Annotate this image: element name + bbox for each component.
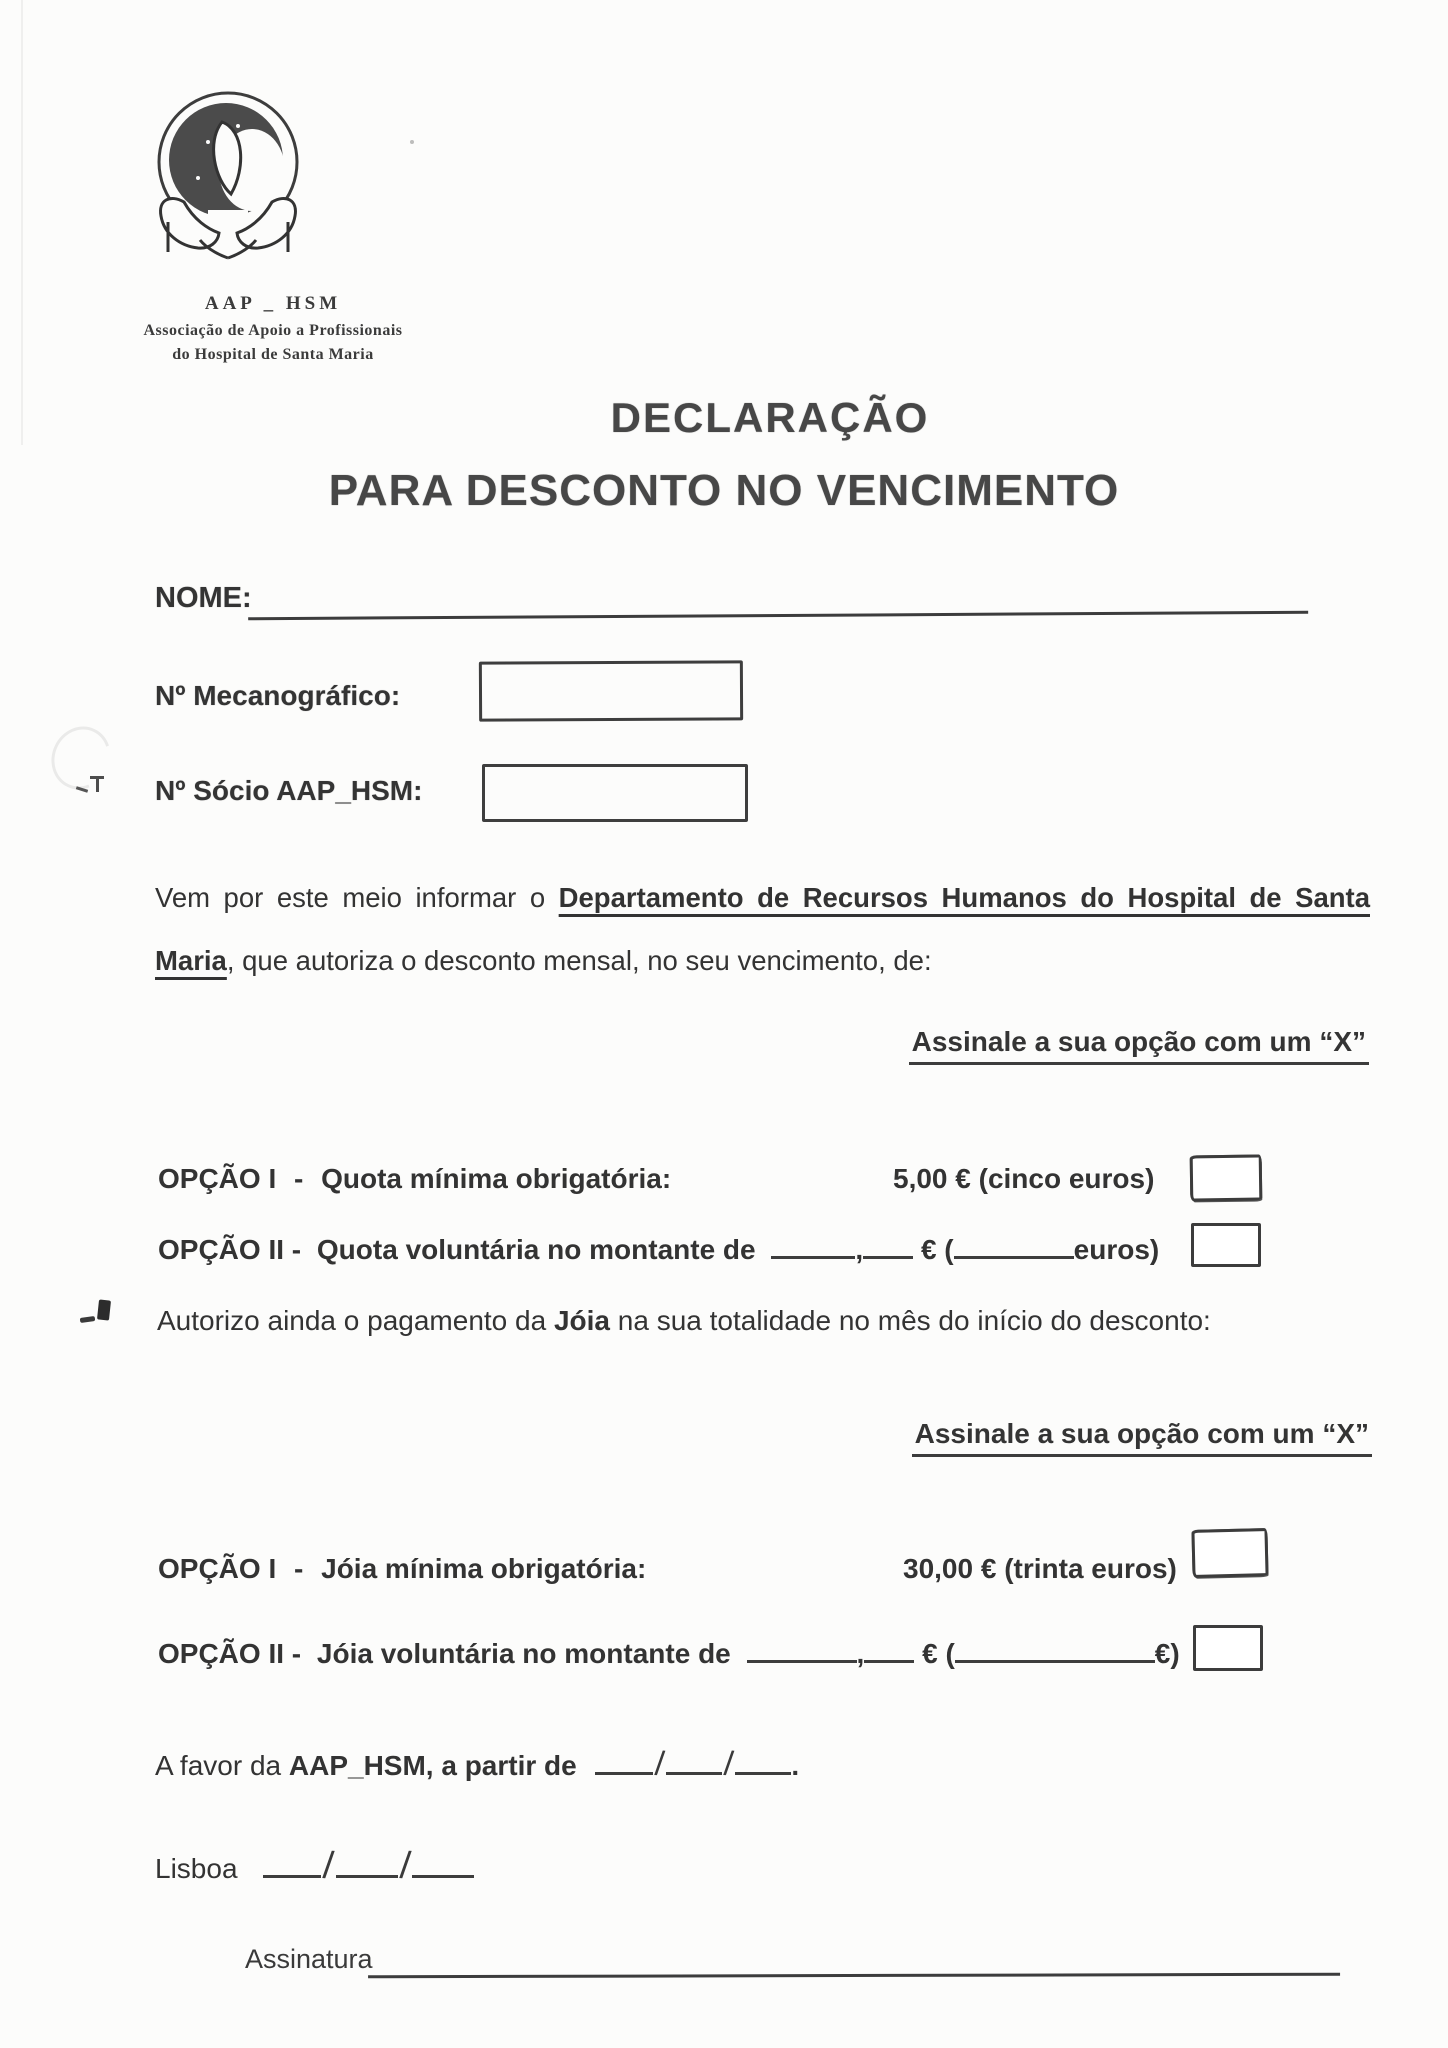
mark-instruction-1: Assinale a sua opção com um “X” [909,1026,1369,1065]
signature-line[interactable] [368,1921,1340,1979]
city-label: Lisboa [155,1853,238,1884]
intro-paragraph [155,866,1370,992]
joia-words-blank[interactable] [955,1656,1155,1663]
joia-decimal-comma: , [856,1638,865,1669]
org-name-line1: Associação de Apoio a Profissionais [143,321,403,339]
intro-line1-pre: Vem por este meio informar o [155,882,559,913]
city-date-day-blank[interactable] [263,1871,321,1878]
joia-option2-checkbox[interactable] [1193,1625,1263,1671]
start-date-day-blank[interactable] [595,1768,653,1775]
quota-option1-dash: - [294,1163,304,1194]
favor-post: , a partir de [425,1750,577,1781]
date-slash: / [722,1744,735,1784]
scan-artifact [21,0,23,445]
quota-option2-text: Quota voluntária no montante de [316,1234,756,1265]
scan-artifact [90,776,104,779]
joia-sentence-emphasis: Jóia [553,1305,610,1336]
city-date-row [155,1845,474,1888]
joia-cents-blank[interactable] [864,1656,914,1663]
org-acronym: AAP _ HSM [204,293,342,314]
scan-artifact [410,140,414,144]
intro-line1 [155,866,1370,929]
document-subtitle: PARA DESCONTO NO VENCIMENTO [328,466,1120,515]
joia-option1-checkbox[interactable] [1191,1528,1268,1578]
name-fill-line[interactable] [248,557,1308,620]
joia-sentence [157,1305,1211,1337]
city-date-month-blank[interactable] [336,1871,398,1878]
date-slash: / [653,1744,666,1784]
start-date-month-blank[interactable] [666,1768,722,1775]
quota-option1-checkbox[interactable] [1190,1154,1263,1201]
quota-euro-close: euros) [1073,1234,1160,1265]
quota-euro-open: € ( [920,1234,954,1265]
name-label: NOME: [155,582,252,614]
mecanografico-input-box[interactable] [479,660,743,721]
joia-option2-text: Jóia voluntária no montante de [316,1638,731,1669]
hands-holding-head-logo-icon [138,82,318,284]
quota-decimal-comma: , [855,1234,864,1265]
document-title: DECLARAÇÃO [610,394,930,441]
intro-line2 [155,929,1370,992]
scan-artifact [76,786,88,793]
joia-option1-value: 30,00 € (trinta euros) [903,1553,1177,1584]
scan-artifact [97,1299,111,1320]
joia-sentence-pre: Autorizo ainda o pagamento da [157,1305,554,1336]
scan-artifact [41,717,121,800]
quota-amount-blank[interactable] [771,1252,855,1259]
city-date-year-blank[interactable] [412,1871,474,1878]
intro-line2-post: , que autoriza o desconto mensal, no seu vencimento, de: [226,945,932,976]
scan-artifact [80,1316,96,1323]
joia-option1-label: OPÇÃO I [158,1553,277,1584]
favor-org: AAP_HSM [288,1750,426,1781]
socio-input-box[interactable] [482,764,748,822]
joia-sentence-post: na sua totalidade no mês do início do desconto: [609,1305,1211,1336]
favor-pre: A favor da [155,1750,289,1781]
quota-option1-text: Quota mínima obrigatória: [321,1163,672,1194]
date-slash: / [398,1844,412,1888]
joia-euro-close: €) [1154,1638,1180,1669]
quota-option2-row [158,1234,1159,1266]
quota-option1-value: 5,00 € (cinco euros) [893,1163,1155,1194]
intro-line2-emphasis: Maria [155,945,227,976]
favor-period: . [791,1750,800,1781]
joia-option2-row [158,1638,1180,1670]
quota-option2-label: OPÇÃO II - [158,1234,302,1265]
start-date-year-blank[interactable] [735,1768,791,1775]
quota-words-blank[interactable] [954,1252,1074,1259]
quota-option1-row [158,1163,671,1195]
mecanografico-label: Nº Mecanográfico: [155,680,401,711]
mark-instruction-2: Assinale a sua opção com um “X” [912,1418,1372,1457]
org-caption [88,290,458,367]
quota-cents-blank[interactable] [863,1252,913,1259]
quota-option2-checkbox[interactable] [1191,1223,1261,1267]
scan-artifact [96,776,99,792]
joia-option1-text: Jóia mínima obrigatória: [321,1553,647,1584]
joia-option1-dash: - [294,1553,304,1584]
quota-option1-label: OPÇÃO I [158,1163,277,1194]
socio-label: Nº Sócio AAP_HSM: [155,775,423,806]
favor-row [155,1745,799,1784]
signature-label: Assinatura [245,1944,373,1974]
joia-amount-blank[interactable] [747,1656,857,1663]
joia-option1-row [158,1553,646,1585]
joia-euro-open: € ( [922,1638,955,1669]
org-name-line2: do Hospital de Santa Maria [172,345,374,363]
joia-option2-label: OPÇÃO II - [158,1638,302,1669]
intro-line1-emphasis: Departamento de Recursos Humanos do Hospital de Santa [558,882,1370,913]
date-slash: / [321,1844,336,1888]
